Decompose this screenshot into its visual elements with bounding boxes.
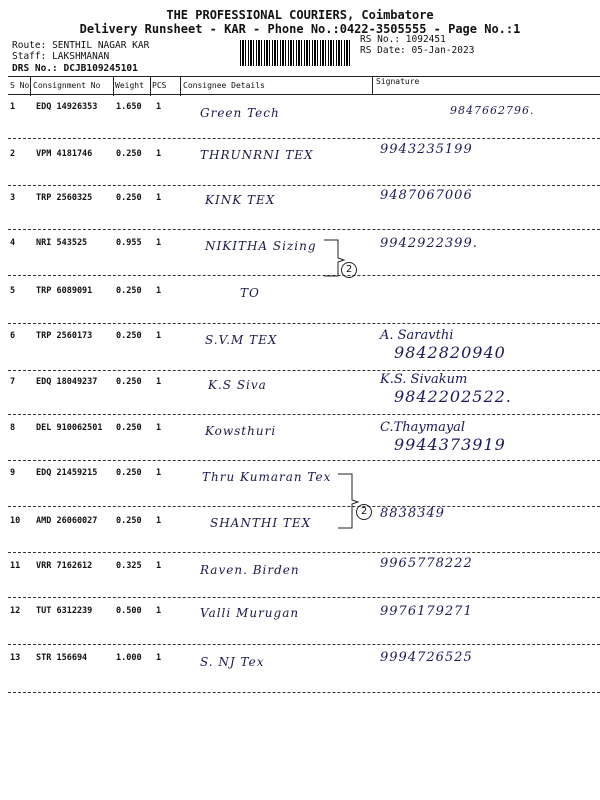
row-signature <box>380 104 534 117</box>
row-signature <box>380 188 473 203</box>
row-signature <box>380 604 473 619</box>
table-top-rule <box>8 76 600 77</box>
drs-label: DRS No.: <box>12 63 58 74</box>
row-consignment-no: TRP 2560325 <box>36 193 93 203</box>
rs-date-label: RS Date: <box>360 45 406 56</box>
row-weight: 1.650 <box>116 102 142 112</box>
row-sno: 13 <box>10 653 21 663</box>
row-pcs: 1 <box>156 238 162 248</box>
row-separator <box>8 185 600 186</box>
row-signature <box>380 556 473 571</box>
row-signature <box>380 328 506 362</box>
company-title: THE PROFESSIONAL COURIERS, Coimbatore <box>166 8 434 22</box>
route-line <box>12 40 149 51</box>
signature-phone: 9842202522. <box>394 387 512 406</box>
row-sno: 10 <box>10 516 21 526</box>
signature-phone: 9976179271 <box>380 604 473 619</box>
route-label: Route: <box>12 40 47 51</box>
row-sno: 1 <box>10 102 16 112</box>
bracket-rows-9-10 <box>336 470 376 532</box>
row-weight: 1.000 <box>116 653 142 663</box>
row-sno: 2 <box>10 149 16 159</box>
row-pcs: 1 <box>156 516 162 526</box>
row-signature <box>380 372 512 406</box>
row-consignment-no: AMD 26060027 <box>36 516 98 526</box>
drs-line <box>12 63 138 74</box>
col-divider <box>150 76 151 96</box>
row-separator <box>8 552 600 553</box>
row-pcs: 1 <box>156 102 162 112</box>
row-separator <box>8 323 600 324</box>
signature-phone: 8838349 <box>380 506 445 521</box>
row-sno: 3 <box>10 193 16 203</box>
row-consignment-no: VPM 4181746 <box>36 149 93 159</box>
row-separator <box>8 370 600 371</box>
row-consignment-no: DEL 910062501 <box>36 423 103 433</box>
row-weight: 0.250 <box>116 193 142 203</box>
row-pcs: 1 <box>156 149 162 159</box>
rs-no-label: RS No.: <box>360 34 401 45</box>
row-weight: 0.250 <box>116 423 142 433</box>
col-divider <box>180 76 181 96</box>
row-consignment-no: TRP 6089091 <box>36 286 93 296</box>
row-consignee-handwritten: Thru Kumaran Tex <box>202 470 332 484</box>
row-pcs: 1 <box>156 286 162 296</box>
row-weight: 0.500 <box>116 606 142 616</box>
row-pcs: 1 <box>156 653 162 663</box>
col-divider <box>113 76 114 96</box>
row-pcs: 1 <box>156 561 162 571</box>
row-consignee-handwritten: Kowsthuri <box>205 424 277 438</box>
row-consignee-handwritten: KINK TEX <box>205 193 276 207</box>
row-signature <box>380 650 473 665</box>
row-consignment-no: NRI 543525 <box>36 238 88 248</box>
row-weight: 0.325 <box>116 561 142 571</box>
row-consignment-no: EDQ 18049237 <box>36 377 98 387</box>
rs-no-line <box>360 34 446 45</box>
row-weight: 0.250 <box>116 468 142 478</box>
row-weight: 0.250 <box>116 149 142 159</box>
row-consignee-handwritten: NIKITHA Sizing <box>205 239 317 253</box>
bracket-count-badge: 2 <box>341 262 357 278</box>
row-sno: 9 <box>10 468 16 478</box>
row-separator <box>8 692 600 693</box>
col-divider <box>30 76 31 96</box>
signature-phone: 9965778222 <box>380 556 473 571</box>
signature-name: A. Saravthi <box>380 328 454 343</box>
row-consignment-no: EDQ 21459215 <box>36 468 98 478</box>
signature-phone: 9487067006 <box>380 188 473 203</box>
row-pcs: 1 <box>156 193 162 203</box>
col-divider <box>372 76 373 94</box>
col-header-consignee: Consignee Details <box>183 81 265 90</box>
row-sno: 11 <box>10 561 21 571</box>
col-header-weight: Weight <box>115 81 144 90</box>
row-separator <box>8 460 600 461</box>
row-consignee-handwritten: Raven. Birden <box>200 563 300 577</box>
row-separator <box>8 597 600 598</box>
row-consignee-handwritten: Valli Murugan <box>200 606 300 620</box>
row-signature <box>380 420 506 454</box>
row-weight: 0.955 <box>116 238 142 248</box>
row-sno: 4 <box>10 238 16 248</box>
row-consignee-handwritten: THRUNRNI TEX <box>200 148 314 162</box>
staff-value: LAKSHMANAN <box>52 51 110 62</box>
row-weight: 0.250 <box>116 331 142 341</box>
row-consignment-no: TRP 2560173 <box>36 331 93 341</box>
row-weight: 0.250 <box>116 286 142 296</box>
row-sno: 6 <box>10 331 16 341</box>
row-consignee-handwritten: SHANTHI TEX <box>210 516 312 530</box>
row-separator <box>8 275 600 276</box>
row-consignee-handwritten: S.V.M TEX <box>205 333 278 347</box>
row-pcs: 1 <box>156 606 162 616</box>
signature-phone: 9943235199 <box>380 142 473 157</box>
row-consignee-handwritten: S. NJ Tex <box>200 655 265 669</box>
col-header-signature: Signature <box>376 77 420 86</box>
signature-name: K.S. Sivakum <box>380 372 468 387</box>
staff-label: Staff: <box>12 51 47 62</box>
row-signature <box>380 142 473 157</box>
row-signature <box>380 236 478 251</box>
row-consignee-handwritten: TO <box>240 286 260 300</box>
table-header-rule <box>8 94 600 95</box>
runsheet-subtitle: Delivery Runsheet - KAR - Phone No.:0422-3505555 - Page No.:1 <box>79 22 521 36</box>
rs-date-value: 05-Jan-2023 <box>411 45 475 56</box>
row-separator <box>8 506 600 507</box>
signature-phone: 9847662796. <box>450 104 535 117</box>
row-pcs: 1 <box>156 331 162 341</box>
row-separator <box>8 414 600 415</box>
row-separator <box>8 138 600 139</box>
barcode <box>240 40 352 66</box>
row-consignment-no: TUT 6312239 <box>36 606 93 616</box>
row-consignment-no: EDQ 14926353 <box>36 102 98 112</box>
rs-date-line <box>360 45 474 56</box>
drs-value: DCJB109245101 <box>63 63 138 74</box>
signature-phone: 9994726525 <box>380 650 473 665</box>
row-signature <box>380 506 445 521</box>
row-sno: 8 <box>10 423 16 433</box>
signature-name: C.Thaymayal <box>380 420 466 435</box>
row-separator <box>8 644 600 645</box>
rs-no-value: 1092451 <box>405 34 446 45</box>
row-pcs: 1 <box>156 377 162 387</box>
row-pcs: 1 <box>156 468 162 478</box>
row-pcs: 1 <box>156 423 162 433</box>
row-sno: 5 <box>10 286 16 296</box>
signature-phone: 9944373919 <box>394 435 506 454</box>
row-separator <box>8 229 600 230</box>
row-sno: 7 <box>10 377 16 387</box>
route-value: SENTHIL NAGAR KAR <box>52 40 150 51</box>
col-header-consignment: Consignment No <box>33 81 101 90</box>
row-consignee-handwritten: Green Tech <box>200 106 280 120</box>
row-weight: 0.250 <box>116 516 142 526</box>
col-header-sno: S No <box>10 81 30 90</box>
bracket-count-badge: 2 <box>356 504 372 520</box>
row-sno: 12 <box>10 606 21 616</box>
row-weight: 0.250 <box>116 377 142 387</box>
staff-line <box>12 51 109 62</box>
row-consignment-no: VRR 7162612 <box>36 561 93 571</box>
signature-phone: 9842820940 <box>394 343 506 362</box>
col-header-pcs: PCS <box>152 81 167 90</box>
signature-phone: 9942922399. <box>380 236 478 251</box>
row-consignee-handwritten: K.S Siva <box>208 378 267 392</box>
row-consignment-no: STR 156694 <box>36 653 88 663</box>
